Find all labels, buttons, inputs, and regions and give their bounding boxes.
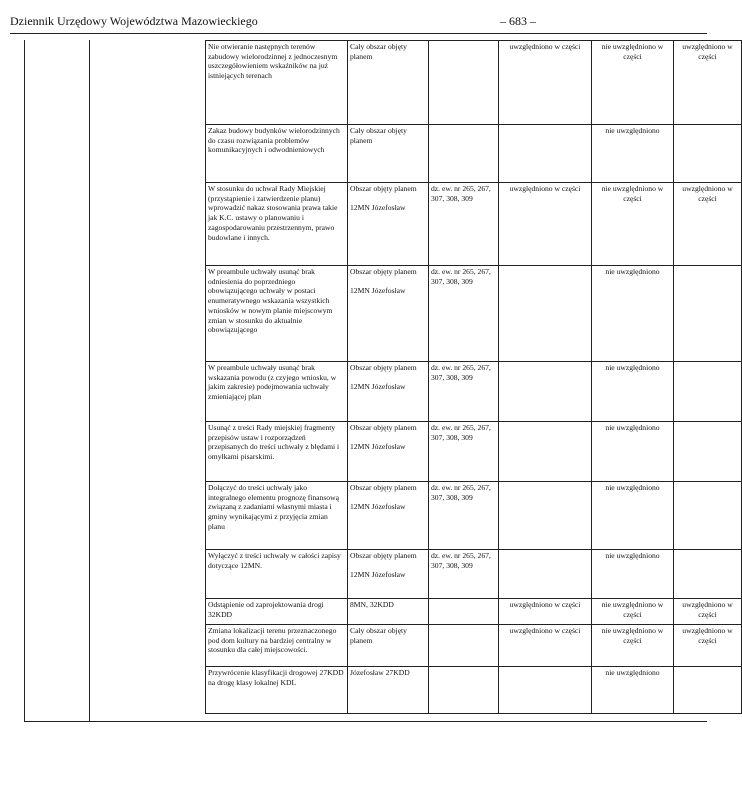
resolution-cell-c6 [592, 183, 674, 266]
area-unit-text: 12MN Józefosław [350, 285, 406, 295]
parcels-text: dz. ew. nr 265, 267, 307, 308, 309 [431, 363, 491, 382]
area-gap [350, 277, 426, 286]
resolution-text: nie uwzględniono w części [601, 184, 664, 203]
area-unit-text: 12MN Józefosław [350, 501, 406, 511]
resolution-text: uwzględniono w części [509, 42, 581, 51]
resolution-cell-c7 [674, 125, 742, 183]
area-unit-text: 12MN Józefosław [350, 202, 406, 212]
parcels-cell [429, 125, 499, 183]
resolution-text: nie uwzględniono [605, 483, 660, 492]
table-row [206, 183, 742, 266]
parcels-cell [429, 41, 499, 125]
page-number: – 683 – [500, 14, 536, 28]
remark-text: Usunąć z treści Rady miejskiej fragmenty przepisów ustaw i rozporządzeń przepisanych do treści uchwały z błędami i omyłkami pisarskimi. [208, 423, 340, 462]
area-unit-text: 12MN Józefosław [350, 441, 406, 451]
table-row [206, 482, 742, 550]
area-unit-text: 12MN Józefosław [350, 381, 406, 391]
area-cell [348, 266, 429, 362]
resolution-cell-c7 [674, 625, 742, 667]
resolution-cell-c7 [674, 422, 742, 482]
remark-text: Odstąpienie od zaprojektowania drogi 32KDD [208, 600, 324, 619]
area-cell [348, 422, 429, 482]
area-text: Obszar objęty planem [350, 551, 417, 560]
resolution-cell-c5 [499, 482, 592, 550]
resolution-cell-c6 [592, 482, 674, 550]
resolution-cell-c7 [674, 41, 742, 125]
parcels-text: dz. ew. nr 265, 267, 307, 308, 309 [431, 483, 491, 502]
resolution-cell-c7 [674, 183, 742, 266]
resolution-cell-c7 [674, 667, 742, 714]
resolution-text: uwzględniono w części [682, 600, 733, 619]
resolution-cell-c7 [674, 362, 742, 422]
area-unit-text: 12MN Józefosław [350, 569, 406, 579]
resolution-text: nie uwzględniono w części [601, 42, 664, 61]
area-cell [348, 482, 429, 550]
remark-cell [206, 599, 348, 625]
remark-text: W stosunku do uchwał Rady Miejskiej (przystąpienie i zatwierdzenie planu) wprowadzić nakaz stosowania prawa takie jak K.C. ustawy o planowaniu i zagospodarowaniu przestrzennym, prawo budowlane i innych. [208, 184, 338, 242]
resolution-text: uwzględniono w części [682, 626, 733, 645]
area-gap [350, 561, 426, 570]
table-bottom-rule [24, 721, 707, 722]
parcels-cell [429, 482, 499, 550]
area-cell [348, 550, 429, 599]
remark-cell [206, 362, 348, 422]
area-text: Obszar objęty planem [350, 423, 417, 432]
parcels-cell [429, 183, 499, 266]
resolution-text: uwzględniono w części [682, 184, 733, 203]
area-gap [350, 373, 426, 382]
table-row [206, 422, 742, 482]
remark-text: Zmiana lokalizacji terenu przeznaczonego pod dom kultury na bardziej centralny w stosunku dla całej miejscowości. [208, 626, 337, 655]
remark-cell [206, 422, 348, 482]
remark-text: Zakaz budowy budynków wielorodzinnych do czasu rozwiązania problemów komunikacyjnych i odwodnieniowych [208, 126, 340, 155]
parcels-text: dz. ew. nr 265, 267, 307, 308, 309 [431, 423, 491, 442]
area-cell [348, 599, 429, 625]
resolution-text: uwzględniono w części [682, 42, 733, 61]
remark-cell [206, 667, 348, 714]
area-text: Cały obszar objęty planem [350, 626, 407, 645]
remark-text: Wyłączyć z treści uchwały w całości zapisy dotyczące 12MN. [208, 551, 341, 570]
resolution-text: nie uwzględniono w części [601, 600, 664, 619]
resolution-text: nie uwzględniono [605, 267, 660, 276]
resolution-cell-c5 [499, 625, 592, 667]
resolution-cell-c6 [592, 550, 674, 599]
remark-cell [206, 183, 348, 266]
parcels-text: dz. ew. nr 265, 267, 307, 308, 309 [431, 551, 491, 570]
parcels-cell [429, 266, 499, 362]
remark-cell [206, 550, 348, 599]
resolution-cell-c5 [499, 266, 592, 362]
resolution-cell-c5 [499, 422, 592, 482]
area-text: Józefosław 27KDD [350, 668, 410, 677]
resolution-text: uwzględniono w części [509, 626, 581, 635]
remark-text: W preambule uchwały usunąć brak wskazania powodu (z czyjego wniosku, w jakim zakresie) podejmowania uchwały zmieniającej plan [208, 363, 337, 402]
parcels-cell [429, 362, 499, 422]
resolution-text: nie uwzględniono w części [601, 626, 664, 645]
resolution-cell-c5 [499, 125, 592, 183]
parcels-text: dz. ew. nr 265, 267, 307, 308, 309 [431, 184, 491, 203]
resolution-text: uwzględniono w części [509, 184, 581, 193]
parcels-cell [429, 599, 499, 625]
area-text: Obszar objęty planem [350, 267, 417, 276]
resolution-cell-c7 [674, 482, 742, 550]
header-rule [10, 33, 707, 34]
area-text: Cały obszar objęty planem [350, 42, 407, 61]
resolution-text: nie uwzględniono [605, 551, 660, 560]
resolution-cell-c7 [674, 599, 742, 625]
area-cell [348, 625, 429, 667]
left-column-line-2 [89, 40, 90, 721]
remark-cell [206, 125, 348, 183]
remark-cell [206, 266, 348, 362]
remark-text: Nie otwieranie następnych terenów zabudowy wielorodzinnej z jednoczesnym uszczegółowieniem wskaźników na już istniejących terenach [208, 42, 338, 81]
parcels-text: dz. ew. nr 265, 267, 307, 308, 309 [431, 267, 491, 286]
area-text: Obszar objęty planem [350, 483, 417, 492]
area-cell [348, 125, 429, 183]
journal-title: Dziennik Urzędowy Województwa Mazowieckiego [10, 14, 258, 28]
parcels-cell [429, 422, 499, 482]
remark-cell [206, 41, 348, 125]
table-row [206, 125, 742, 183]
resolution-cell-c5 [499, 667, 592, 714]
resolution-cell-c6 [592, 362, 674, 422]
table-row [206, 41, 742, 125]
area-gap [350, 493, 426, 502]
area-cell [348, 183, 429, 266]
table-row [206, 667, 742, 714]
resolution-cell-c7 [674, 266, 742, 362]
table-row [206, 550, 742, 599]
resolution-cell-c6 [592, 422, 674, 482]
left-column-line-1 [24, 40, 25, 721]
resolution-text: nie uwzględniono [605, 668, 660, 677]
area-cell [348, 41, 429, 125]
table-row [206, 362, 742, 422]
resolution-cell-c6 [592, 266, 674, 362]
resolution-cell-c5 [499, 183, 592, 266]
area-text: Obszar objęty planem [350, 363, 417, 372]
resolution-cell-c6 [592, 599, 674, 625]
remark-text: Dołączyć do treści uchwały jako integralnego elementu prognozę finansową związaną z zadaniami własnymi miasta i gminy wynikającymi z przyjęcia zmian planu [208, 483, 339, 531]
area-text: Obszar objęty planem [350, 184, 417, 193]
table-row [206, 625, 742, 667]
resolution-cell-c6 [592, 625, 674, 667]
area-gap [350, 194, 426, 203]
area-cell [348, 667, 429, 714]
comments-table-body [206, 41, 742, 714]
parcels-cell [429, 667, 499, 714]
parcels-cell [429, 550, 499, 599]
resolution-text: nie uwzględniono [605, 126, 660, 135]
area-text: Cały obszar objęty planem [350, 126, 407, 145]
remark-text: W preambule uchwały usunąć brak odniesienia do poprzedniego obowiązującego uchwały w postaci enumeratywnego wskazania wszystkich wniosków w nowym planie miejscowym zmian w stosunku do aktualnie obowiązującego [208, 267, 333, 335]
remark-text: Przywrócenie klasyfikacji drogowej 27KDD na drogę klasy lokalnej KDL [208, 668, 344, 687]
resolution-text: nie uwzględniono [605, 363, 660, 372]
remark-cell [206, 482, 348, 550]
resolution-cell-c6 [592, 667, 674, 714]
resolution-cell-c7 [674, 550, 742, 599]
resolution-cell-c5 [499, 41, 592, 125]
resolution-cell-c6 [592, 125, 674, 183]
area-gap [350, 433, 426, 442]
resolution-cell-c6 [592, 41, 674, 125]
resolution-cell-c5 [499, 362, 592, 422]
parcels-cell [429, 625, 499, 667]
comments-table [205, 40, 742, 714]
remark-cell [206, 625, 348, 667]
resolution-cell-c5 [499, 550, 592, 599]
area-cell [348, 362, 429, 422]
area-text: 8MN, 32KDD [350, 600, 394, 609]
table-row [206, 599, 742, 625]
table-row [206, 266, 742, 362]
resolution-text: nie uwzględniono [605, 423, 660, 432]
resolution-text: uwzględniono w części [509, 600, 581, 609]
resolution-cell-c5 [499, 599, 592, 625]
